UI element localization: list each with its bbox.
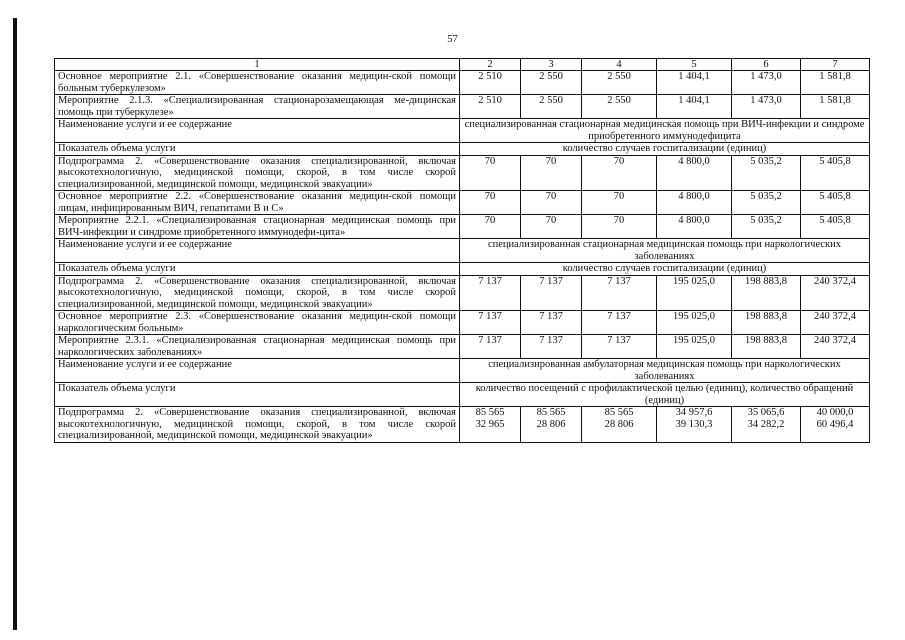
value-secondary: 28 806	[604, 418, 634, 430]
value: 2 550	[539, 95, 563, 106]
header-cell: 1	[55, 59, 460, 71]
value-cell	[657, 311, 732, 335]
row-label: Наименование услуги и ее содержание	[55, 119, 460, 143]
value: 34 957,6	[675, 407, 713, 418]
value-cell	[460, 335, 521, 359]
value-cell	[460, 311, 521, 335]
value: 70	[613, 155, 625, 167]
value: 40 000,0	[816, 407, 854, 418]
value-cell	[657, 215, 732, 239]
header-cell: 6	[732, 59, 801, 71]
value: 7 137	[607, 311, 631, 322]
value: 70	[484, 215, 496, 226]
value-cell	[521, 191, 582, 215]
value: 35 065,6	[747, 407, 785, 418]
table-row	[55, 95, 870, 119]
table-row	[55, 215, 870, 239]
value: 198 883,8	[745, 311, 787, 322]
value-cell	[801, 335, 870, 359]
value-cell	[582, 71, 657, 95]
table-row	[55, 155, 870, 191]
value-cell	[582, 335, 657, 359]
service-description-cell: специализированная стационарная медицинская помощь при наркологических заболеваниях	[460, 239, 870, 263]
value-cell	[521, 155, 582, 191]
header-cell: 5	[657, 59, 732, 71]
scan-edge-bar	[13, 18, 17, 630]
header-cell: 7	[801, 59, 870, 71]
value-cell	[801, 95, 870, 119]
value: 2 510	[478, 71, 502, 82]
value-cell	[801, 71, 870, 95]
value-cell	[460, 95, 521, 119]
value-cell	[521, 95, 582, 119]
value-cell	[460, 275, 521, 311]
value-cell	[732, 71, 801, 95]
value: 7 137	[478, 275, 502, 287]
service-description-cell: специализированная амбулаторная медицинская помощь при наркологических заболеваниях	[460, 359, 870, 383]
row-label: Основное мероприятие 2.3. «Совершенствование оказания медицин-ской помощи наркологическим больным»	[55, 311, 460, 335]
value: 7 137	[607, 275, 631, 287]
value-cell	[460, 71, 521, 95]
value-cell	[732, 407, 801, 443]
value: 5 035,2	[750, 215, 782, 226]
value: 2 550	[539, 71, 563, 82]
value: 7 137	[539, 335, 563, 346]
row-label: Мероприятие 2.1.3. «Специализированная стационарозамещающая ме-дицинская помощь при туберкулезе»	[55, 95, 460, 119]
value-cell	[657, 155, 732, 191]
value-cell	[801, 155, 870, 191]
value: 5 035,2	[750, 191, 782, 202]
row-label: Подпрограмма 2. «Совершенствование оказания специализированной, включая высокотехнологичную, медицинской помощи, скорой, в том числе скорой специализированной, медицинской помощи, медицинской эвакуации»	[55, 407, 460, 443]
value-cell	[521, 275, 582, 311]
row-label: Основное мероприятие 2.1. «Совершенствование оказания медицин-ской помощи больным туберкулезом»	[55, 71, 460, 95]
value-secondary: 28 806	[536, 418, 566, 430]
table-row	[55, 71, 870, 95]
value: 5 405,8	[819, 215, 851, 226]
header-cell: 3	[521, 59, 582, 71]
header-cell: 2	[460, 59, 521, 71]
value-cell	[582, 95, 657, 119]
value-cell	[657, 191, 732, 215]
value: 70	[545, 155, 557, 167]
value: 70	[484, 155, 496, 167]
table-row	[55, 383, 870, 407]
value: 7 137	[478, 311, 502, 322]
value: 2 550	[607, 95, 631, 106]
table-row	[55, 335, 870, 359]
value-cell	[460, 155, 521, 191]
row-label: Мероприятие 2.2.1. «Специализированная стационарная медицинская помощь при ВИЧ-инфекции и синдроме приобретенного иммунодефи-цита»	[55, 215, 460, 239]
value: 4 800,0	[678, 215, 710, 226]
value-cell	[582, 155, 657, 191]
table-row	[55, 359, 870, 383]
value-cell	[657, 335, 732, 359]
value-cell	[657, 275, 732, 311]
value-secondary: 60 496,4	[816, 418, 854, 430]
value: 7 137	[607, 335, 631, 346]
value: 195 025,0	[673, 275, 715, 287]
value-cell	[521, 335, 582, 359]
table-row	[55, 275, 870, 311]
value-cell	[801, 311, 870, 335]
value-cell	[657, 71, 732, 95]
value: 195 025,0	[673, 335, 715, 346]
value-cell	[582, 215, 657, 239]
value: 195 025,0	[673, 311, 715, 322]
value-cell	[801, 215, 870, 239]
service-description-cell: количество случаев госпитализации (единиц)	[460, 263, 870, 276]
row-label: Мероприятие 2.3.1. «Специализированная стационарная медицинская помощь при наркологических заболеваниях»	[55, 335, 460, 359]
value: 240 372,4	[814, 335, 856, 346]
service-description-cell: количество случаев госпитализации (единиц)	[460, 143, 870, 156]
row-label: Наименование услуги и ее содержание	[55, 239, 460, 263]
value-cell	[732, 311, 801, 335]
value-cell	[521, 215, 582, 239]
value: 5 405,8	[819, 155, 851, 167]
value: 1 473,0	[750, 71, 782, 82]
value: 70	[613, 215, 625, 226]
value: 7 137	[539, 275, 563, 287]
row-label: Подпрограмма 2. «Совершенствование оказания специализированной, включая высокотехнологичную, медицинской помощи, скорой, в том числе скорой специализированной, медицинской помощи, медицинской эвакуации»	[55, 155, 460, 191]
value: 2 510	[478, 95, 502, 106]
value-cell	[732, 275, 801, 311]
service-description-cell: специализированная стационарная медицинская помощь при ВИЧ-инфекции и синдроме приобретенного иммунодефицита	[460, 119, 870, 143]
value: 7 137	[478, 335, 502, 346]
value-cell	[732, 95, 801, 119]
table-row	[55, 191, 870, 215]
value-cell	[582, 407, 657, 443]
value-cell	[521, 311, 582, 335]
value: 70	[545, 191, 557, 202]
value-cell	[801, 191, 870, 215]
row-label: Наименование услуги и ее содержание	[55, 359, 460, 383]
value-cell	[582, 275, 657, 311]
table-row	[55, 119, 870, 143]
value: 198 883,8	[745, 335, 787, 346]
value: 1 404,1	[678, 95, 710, 106]
value-cell	[801, 407, 870, 443]
value-cell	[732, 335, 801, 359]
value: 240 372,4	[814, 275, 856, 287]
table-header-row	[55, 59, 870, 71]
table-row	[55, 311, 870, 335]
value: 5 035,2	[750, 155, 782, 167]
value: 85 565	[604, 407, 634, 418]
value: 1 404,1	[678, 71, 710, 82]
header-cell: 4	[582, 59, 657, 71]
value: 4 800,0	[678, 155, 710, 167]
value-secondary: 34 282,2	[747, 418, 785, 430]
value: 240 372,4	[814, 311, 856, 322]
service-description-cell: количество посещений с профилактической целью (единиц), количество обращений (единиц)	[460, 383, 870, 407]
value: 198 883,8	[745, 275, 787, 287]
budget-table	[54, 58, 870, 443]
row-label: Показатель объема услуги	[55, 263, 460, 276]
row-label: Показатель объема услуги	[55, 143, 460, 156]
value-cell	[801, 275, 870, 311]
value: 4 800,0	[678, 191, 710, 202]
value-cell	[460, 407, 521, 443]
value-cell	[582, 191, 657, 215]
page-number: 57	[447, 34, 458, 45]
value: 7 137	[539, 311, 563, 322]
table-row	[55, 239, 870, 263]
value-cell	[460, 191, 521, 215]
value: 70	[484, 191, 496, 202]
value: 1 473,0	[750, 95, 782, 106]
value-cell	[521, 407, 582, 443]
value: 85 565	[475, 407, 505, 418]
value: 85 565	[536, 407, 566, 418]
row-label: Основное мероприятие 2.2. «Совершенствование оказания медицин-ской помощи лицам, инфицированным ВИЧ, гепатитами В и С»	[55, 191, 460, 215]
value-cell	[521, 71, 582, 95]
value-secondary: 32 965	[475, 418, 505, 430]
value: 1 581,8	[819, 95, 851, 106]
value-cell	[582, 311, 657, 335]
value: 5 405,8	[819, 191, 851, 202]
value-cell	[732, 155, 801, 191]
value: 70	[613, 191, 625, 202]
row-label: Показатель объема услуги	[55, 383, 460, 407]
value: 1 581,8	[819, 71, 851, 82]
value-cell	[732, 191, 801, 215]
value-secondary: 39 130,3	[675, 418, 713, 430]
table-row	[55, 263, 870, 276]
value: 70	[545, 215, 557, 226]
value: 2 550	[607, 71, 631, 82]
table-row	[55, 143, 870, 156]
value-cell	[732, 215, 801, 239]
value-cell	[657, 95, 732, 119]
table-row	[55, 407, 870, 443]
value-cell	[460, 215, 521, 239]
row-label: Подпрограмма 2. «Совершенствование оказания специализированной, включая высокотехнологичную, медицинской помощи, скорой, в том числе скорой специализированной, медицинской помощи, медицинской эвакуации»	[55, 275, 460, 311]
value-cell	[657, 407, 732, 443]
